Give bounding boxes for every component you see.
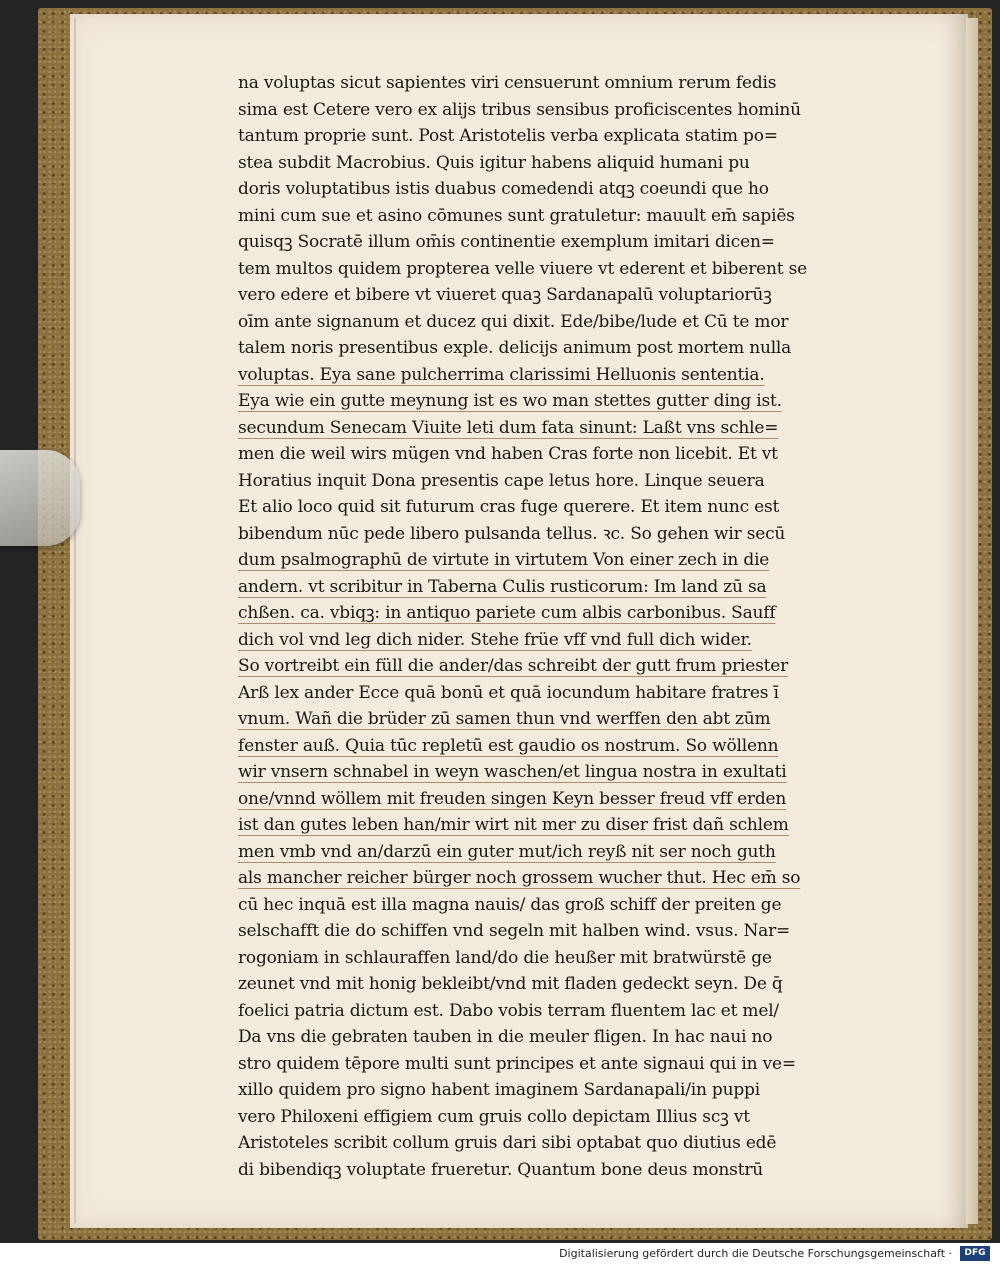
text-line: ist dan gutes leben han/mir wirt nit mer zu diser frist dañ schlem [238, 815, 789, 835]
page-holder-clip [0, 450, 80, 546]
text-line: stro quidem tēpore multi sunt principes et ante signaui qui in ve= [238, 1053, 796, 1074]
text-line: stea subdit Macrobius. Quis igitur habens aliquid humani pu [238, 152, 750, 173]
text-line: chßen. ca. vbiqꝫ: in antiquo pariete cum albis carbonibus. Sauff [238, 603, 776, 623]
text-line: vnum. Wañ die brüder zū samen thun vnd werffen den abt zūm [238, 709, 771, 729]
text-line: one/vnnd wöllem mit freuden singen Keyn besser freud vff erden [238, 788, 787, 809]
text-line: vero Philoxeni effigiem cum gruis collo depictam Illius scꝫ vt [238, 1106, 750, 1127]
text-line: dum psalmographū de virtute in virtutem Von einer zech in die [238, 550, 770, 570]
text-line: wir vnsern schnabel in weyn waschen/et lingua nostra in exultati [238, 762, 787, 782]
text-line: talem noris presentibus exple. delicijs animum post mortem nulla [238, 338, 792, 358]
page-margin-line [74, 18, 76, 1223]
text-line: andern. vt scribitur in Taberna Culis rusticorum: Im land zū sa [238, 576, 767, 597]
text-line: doris voluptatibus istis duabus comedendi atqꝫ coeundi que ho [238, 179, 769, 199]
text-line: men die weil wirs mügen vnd haben Cras forte non licebit. Et vt [238, 444, 778, 464]
text-line: men vmb vnd an/darzū ein guter mut/ich reyß nit ser noch guth [238, 841, 776, 862]
text-line: foelici patria dictum est. Dabo vobis terram fluentem lac et mel/ [238, 1000, 779, 1021]
footer-bar [0, 1243, 1000, 1265]
text-line: fenster auß. Quia tūc repletū est gaudio os nostrum. So wöllenn [238, 735, 779, 756]
text-line: xillo quidem pro signo habent imaginem Sardanapali/in puppi [238, 1080, 760, 1100]
text-line: mini cum sue et asino cōmunes sunt gratuletur: mauult em̄ sapiēs [238, 205, 795, 226]
footer-credit-text: Digitalisierung gefördert durch die Deutsche Forschungsgemeinschaft · [559, 1247, 952, 1260]
text-line: So vortreibt ein füll die ander/das schreibt der gutt frum priester [238, 656, 789, 676]
text-line: voluptas. Eya sane pulcherrima clarissimi Helluonis sententia. [238, 364, 765, 385]
text-line: tantum proprie sunt. Post Aristotelis verba explicata statim po= [238, 126, 778, 146]
text-line: Da vns die gebraten tauben in die meuler fligen. In hac naui no [238, 1027, 773, 1047]
text-line: cū hec inquā est illa magna nauis/ das groß schiff der preiten ge [238, 894, 782, 915]
text-line: sima est Cetere vero ex alijs tribus sensibus proficiscentes hominū [238, 99, 801, 120]
text-line: di bibendiqꝫ voluptate frueretur. Quantum bone deus monstrū [238, 1159, 764, 1180]
text-line: dich vol vnd leg dich nider. Stehe früe vff vnd full dich wider. [238, 629, 752, 650]
text-line: quisqꝫ Socratē illum om̄is continentie exemplum imitari dicen= [238, 232, 775, 252]
text-line: na voluptas sicut sapientes viri censuerunt omnium rerum fedis [238, 73, 777, 93]
text-line: als mancher reicher bürger noch grossem wucher thut. Hec em̄ so [238, 868, 801, 888]
page-edge-stack [966, 18, 978, 1224]
text-line: Horatius inquit Dona presentis cape letus hore. Linque seuera [238, 470, 765, 491]
text-line: selschafft die do schiffen vnd segeln mit halben wind. vsus. Nar= [238, 921, 791, 941]
text-line: tem multos quidem propterea velle viuere vt ederent et biberent se [238, 258, 807, 279]
text-line: vero edere et bibere vt viueret quaꝫ Sardanapalū voluptariorūꝫ [238, 285, 772, 305]
text-line: Eya wie ein gutte meynung ist es wo man stettes gutter ding ist. [238, 391, 782, 411]
printed-text-block [238, 70, 878, 1183]
text-line: Arß lex ander Ecce quā bonū et quā iocundum habitare fratres ī [238, 682, 779, 703]
text-line: secundum Senecam Viuite leti dum fata sinunt: Laßt vns schle= [238, 417, 779, 438]
text-line: oīm ante signanum et ducez qui dixit. Ede/bibe/lude et Cū te mor [238, 311, 789, 332]
text-line: bibendum nūc pede libero pulsanda tellus. ꝛc. So gehen wir secū [238, 523, 786, 544]
text-line: zeunet vnd mit honig bekleibt/vnd mit fladen gedeckt seyn. De q̄ [238, 974, 783, 994]
text-line: Et alio loco quid sit futurum cras fuge querere. Et item nunc est [238, 497, 780, 517]
dfg-logo-icon: DFG [960, 1246, 990, 1261]
text-line: Aristoteles scribit collum gruis dari sibi optabat quo diutius edē [238, 1133, 777, 1153]
text-line: rogoniam in schlauraffen land/do die heußer mit bratwürstē ge [238, 947, 772, 968]
